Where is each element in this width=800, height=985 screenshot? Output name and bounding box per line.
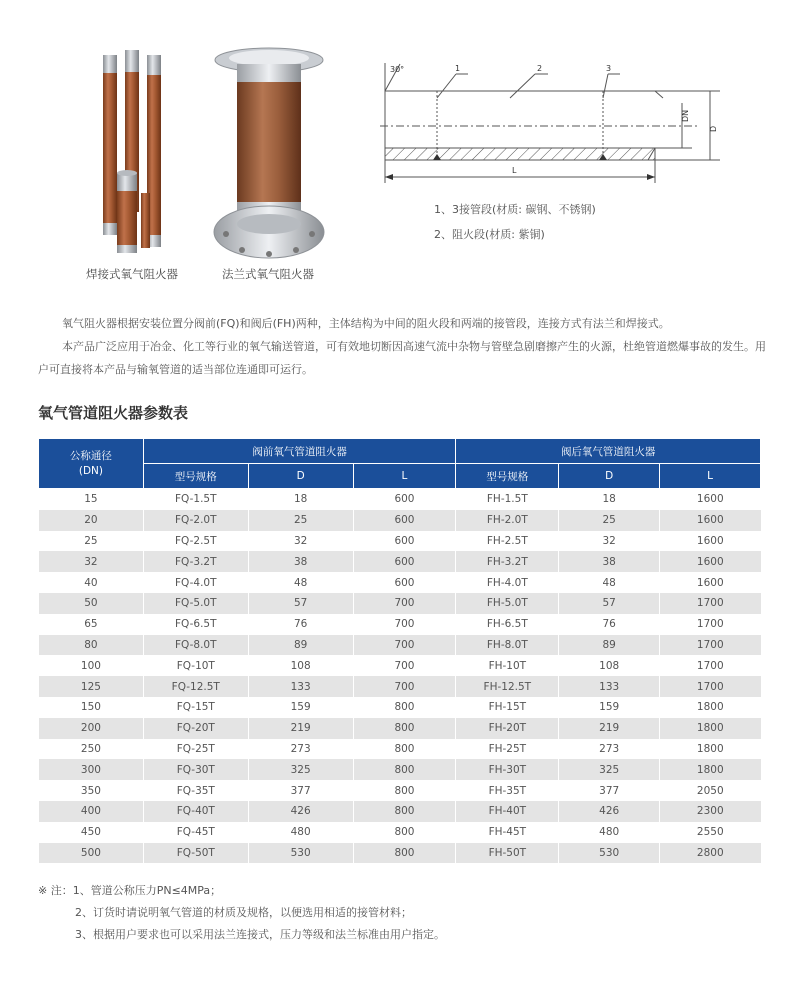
table-cell: 89 [559,635,660,656]
table-cell: 480 [559,822,660,843]
table-cell: 530 [248,843,353,864]
table-cell: 200 [39,718,144,739]
table-cell: 219 [248,718,353,739]
table-cell: 377 [559,780,660,801]
table-cell: 133 [559,676,660,697]
table-cell: 377 [248,780,353,801]
table-cell: FH-2.5T [456,531,559,552]
table-cell: FH-3.2T [456,551,559,572]
table-cell: FQ-2.0T [143,510,248,531]
table-cell: 273 [248,739,353,760]
flange-arrester-illustration [212,42,327,260]
table-cell: 1700 [660,593,761,614]
table-cell: 219 [559,718,660,739]
table-cell: FQ-25T [143,739,248,760]
table-cell: 20 [39,510,144,531]
table-cell: 89 [248,635,353,656]
table-cell: 133 [248,676,353,697]
table-cell: 48 [559,572,660,593]
table-cell: 25 [39,531,144,552]
table-cell: 57 [248,593,353,614]
table-row [39,551,761,572]
welded-caption: 焊接式氧气阻火器 [86,267,178,281]
table-cell: FQ-2.5T [143,531,248,552]
note-2: 2、订货时请说明氧气管道的材质及规格，以便选用相适的接管材料； [75,906,412,919]
table-cell: FQ-5.0T [143,593,248,614]
header-back-group: 阀后氧气管道阻火器 [456,439,761,464]
table-cell: 125 [39,676,144,697]
flange-caption: 法兰式氧气阻火器 [222,267,314,281]
table-cell: 600 [353,551,456,572]
table-cell: 600 [353,510,456,531]
legend-line-2: 2、阻火段(材质: 紫铜) [434,228,545,241]
table-cell: 38 [248,551,353,572]
table-cell: FH-5.0T [456,593,559,614]
note-3: 3、根据用户要求也可以采用法兰连接式，压力等级和法兰标准由用户指定。 [75,928,445,941]
table-cell: 800 [353,739,456,760]
table-cell: 40 [39,572,144,593]
table-cell: 800 [353,718,456,739]
notes [38,880,445,946]
header-dn: 公称通径 (DN) [39,439,144,489]
table-row [39,614,761,635]
table-cell: 700 [353,635,456,656]
table-cell: FH-45T [456,822,559,843]
table-cell: FH-20T [456,718,559,739]
table-row [39,635,761,656]
table-row [39,531,761,552]
table-cell: 48 [248,572,353,593]
table-cell: FH-50T [456,843,559,864]
table-cell: 80 [39,635,144,656]
table-cell: 273 [559,739,660,760]
table-cell: 18 [559,489,660,510]
table-cell: FH-15T [456,697,559,718]
table-cell: 325 [559,759,660,780]
table-cell: 15 [39,489,144,510]
structure-diagram [370,58,730,193]
table-cell: 100 [39,655,144,676]
table-cell: 600 [353,489,456,510]
table-cell: 800 [353,780,456,801]
table-cell: 32 [39,551,144,572]
table-cell: FQ-1.5T [143,489,248,510]
parameter-table [38,438,761,863]
table-cell: FH-2.0T [456,510,559,531]
table-cell: 800 [353,801,456,822]
table-row [39,739,761,760]
table-cell: FQ-30T [143,759,248,780]
table-row [39,572,761,593]
table-cell: 2050 [660,780,761,801]
table-row [39,822,761,843]
header-front-model: 型号规格 [143,464,248,489]
table-cell: 250 [39,739,144,760]
table-cell: 2800 [660,843,761,864]
table-row [39,801,761,822]
table-row [39,718,761,739]
table-row [39,510,761,531]
table-cell: FQ-15T [143,697,248,718]
table-cell: FH-25T [456,739,559,760]
l-label: L [512,166,517,175]
header-front-l: L [353,464,456,489]
table-cell: 1600 [660,531,761,552]
table-cell: 800 [353,697,456,718]
table-cell: FH-35T [456,780,559,801]
table-cell: 325 [248,759,353,780]
table-cell: FH-8.0T [456,635,559,656]
table-cell: FH-12.5T [456,676,559,697]
table-cell: 32 [559,531,660,552]
table-row [39,593,761,614]
table-cell: 1700 [660,676,761,697]
table-cell: 25 [248,510,353,531]
table-cell: 50 [39,593,144,614]
table-cell: 500 [39,843,144,864]
part-label-3: 3 [606,64,612,73]
header-back-model: 型号规格 [456,464,559,489]
table-cell: 800 [353,759,456,780]
dn-label: DN [681,109,690,122]
table-row [39,655,761,676]
table-cell: FH-4.0T [456,572,559,593]
table-cell: 25 [559,510,660,531]
table-cell: 57 [559,593,660,614]
table-cell: 600 [353,531,456,552]
table-cell: 32 [248,531,353,552]
table-cell: 159 [248,697,353,718]
table-cell: FQ-45T [143,822,248,843]
table-cell: FH-30T [456,759,559,780]
table-cell: 18 [248,489,353,510]
table-cell: 530 [559,843,660,864]
table-cell: FQ-6.5T [143,614,248,635]
table-cell: FH-6.5T [456,614,559,635]
table-cell: 1700 [660,635,761,656]
note-1: ※ 注：1、管道公称压力PN≤4MPa； [38,884,222,897]
table-cell: 1600 [660,551,761,572]
table-cell: 450 [39,822,144,843]
header-back-d: D [559,464,660,489]
table-cell: FQ-35T [143,780,248,801]
table-cell: 700 [353,676,456,697]
table-cell: 76 [559,614,660,635]
table-cell: FQ-4.0T [143,572,248,593]
description-paragraph-1: 氧气阻火器根据安装位置分阀前(FQ)和阀后(FH)两种，主体结构为中间的阻火段和两端的接管段，连接方式有法兰和焊接式。 [62,317,670,330]
table-row [39,780,761,801]
table-cell: 800 [353,822,456,843]
header-front-d: D [248,464,353,489]
table-cell: 700 [353,614,456,635]
table-cell: 108 [559,655,660,676]
table-cell: 700 [353,655,456,676]
d-label: D [709,125,718,132]
table-cell: FQ-8.0T [143,635,248,656]
table-cell: 1800 [660,718,761,739]
table-row [39,697,761,718]
table-cell: 108 [248,655,353,676]
table-cell: FQ-12.5T [143,676,248,697]
table-cell: 400 [39,801,144,822]
legend-line-1: 1、3接管段(材质: 碳钢、不锈钢) [434,203,596,216]
part-label-2: 2 [537,64,543,73]
table-cell: 1800 [660,759,761,780]
table-cell: 1700 [660,655,761,676]
table-cell: 350 [39,780,144,801]
table-row [39,759,761,780]
angle-label: 30° [390,65,405,74]
table-cell: 800 [353,843,456,864]
table-cell: 1600 [660,489,761,510]
table-row [39,489,761,510]
table-cell: 2550 [660,822,761,843]
table-cell: 38 [559,551,660,572]
part-label-1: 1 [455,64,461,73]
description-paragraph-2: 本产品广泛应用于冶金、化工等行业的氧气输送管道，可有效地切断因高速气流中杂物与管壁急剧磨擦产生的火源，杜绝管道燃爆事故的发生。用户可直接将本产品与输氧管道的适当部位连通即可运行。 [38,340,766,376]
table-cell: 65 [39,614,144,635]
table-cell: FH-40T [456,801,559,822]
table-cell: FH-1.5T [456,489,559,510]
table-cell: FQ-40T [143,801,248,822]
table-cell: 1600 [660,572,761,593]
table-cell: 1700 [660,614,761,635]
table-cell: FQ-3.2T [143,551,248,572]
table-cell: 1800 [660,739,761,760]
table-cell: 76 [248,614,353,635]
table-cell: FQ-20T [143,718,248,739]
table-body [39,489,761,864]
header-front-group: 阀前氧气管道阻火器 [143,439,456,464]
table-cell: 159 [559,697,660,718]
header-back-l: L [660,464,761,489]
table-cell: 150 [39,697,144,718]
table-cell: 700 [353,593,456,614]
table-title: 氧气管道阻火器参数表 [38,404,189,422]
table-row [39,843,761,864]
table-cell: FQ-50T [143,843,248,864]
table-cell: 1600 [660,510,761,531]
table-row [39,676,761,697]
table-cell: 2300 [660,801,761,822]
table-cell: FH-10T [456,655,559,676]
table-cell: 300 [39,759,144,780]
table-cell: FQ-10T [143,655,248,676]
welded-arrester-illustration [95,45,175,255]
table-cell: 480 [248,822,353,843]
table-cell: 426 [559,801,660,822]
table-cell: 1800 [660,697,761,718]
table-cell: 426 [248,801,353,822]
table-cell: 600 [353,572,456,593]
